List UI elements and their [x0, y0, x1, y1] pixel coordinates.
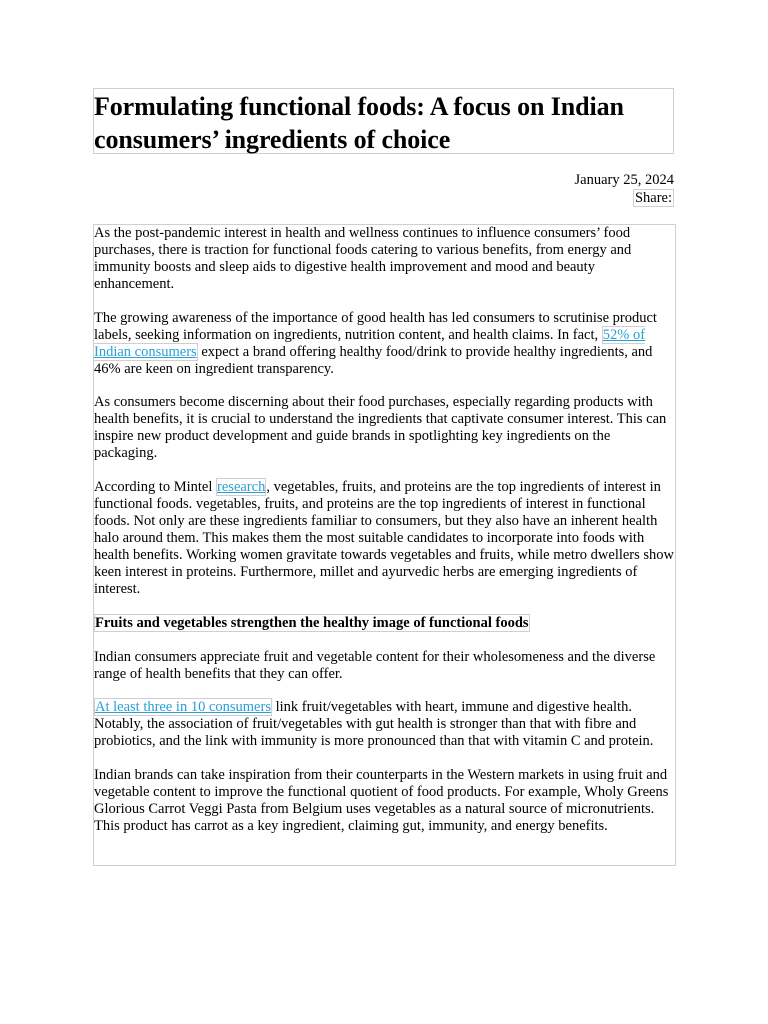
title-box	[93, 88, 674, 154]
paragraph-6	[94, 699, 675, 750]
article-body	[93, 224, 676, 866]
research-link[interactable]: research	[217, 478, 266, 495]
stat-link-52-percent[interactable]: 52% of Indian consumers	[94, 326, 646, 360]
paragraph-4	[94, 479, 675, 598]
paragraph-7: Indian brands can take inspiration from their counterparts in the Western markets in using fruit and vegetable content to improve the functional quotient of food products. For example, Wholy Greens Glorious Carrot Veggi Pasta from Belgium uses vegetables as a natural source of micronutrients. This product has carrot as a key ingredient, claiming gut, immunity, and energy benefits.	[94, 766, 669, 834]
subheading-wrap	[94, 614, 675, 632]
page-title: Formulating functional foods: A focus on Indian consumers’ ingredients of choice	[94, 92, 624, 154]
paragraph-2-text-a: The growing awareness of the importance of good health has led consumers to scrutinise product labels, seeking information on ingredients, nutrition content, and health claims. In fact,	[94, 309, 657, 343]
paragraph-2	[94, 310, 675, 378]
share-label[interactable]: Share:	[634, 190, 672, 206]
paragraph-2-text-b: expect a brand offering healthy food/drink to provide healthy ingredients, and 46% are keen on ingredient transparency.	[94, 343, 653, 377]
section-subheading: Fruits and vegetables strengthen the healthy image of functional foods	[95, 615, 529, 631]
publish-date: January 25, 2024	[574, 172, 674, 188]
paragraph-4-text-b: , vegetables, fruits, and proteins are the top ingredients of interest in functional foods. vegetables, fruits, and proteins are the top ingredients of interest in functional foods. Not only are these ingredients familiar to consumers, but they also have an inherent health halo around them. This makes them the most suitable candidates to incorporate into foods with health benefits. Working women gravitate towards vegetables and fruits, while metro dwellers show keen interest in proteins. Furthermore, millet and ayurvedic herbs are emerging ingredients of interest.	[94, 478, 675, 597]
paragraph-4-text-a: According to Mintel	[94, 478, 217, 495]
paragraph-6-text: link fruit/vegetables with heart, immune and digestive health. Notably, the association of fruit/vegetables with gut health is stronger than that with fibre and probiotics, and the link with immunity is more pronounced than that with vitamin C and protein.	[94, 699, 654, 749]
consumers-stat-link[interactable]: At least three in 10 consumers	[95, 699, 271, 715]
paragraph-3: As consumers become discerning about their food purchases, especially regarding products with health benefits, it is crucial to understand the ingredients that captivate consumer interest. This can inspire new product development and guide brands in spotlighting key ingredients on the packaging.	[94, 394, 667, 461]
paragraph-5: Indian consumers appreciate fruit and vegetable content for their wholesomeness and the diverse range of health benefits that they can offer.	[94, 648, 656, 682]
paragraph-1: As the post-pandemic interest in health and wellness continues to influence consumers’ food purchases, there is traction for functional foods catering to various benefits, from energy and immunity boosts and sleep aids to digestive health improvement and mood and beauty enhancement.	[94, 225, 632, 292]
article-meta	[575, 172, 674, 207]
